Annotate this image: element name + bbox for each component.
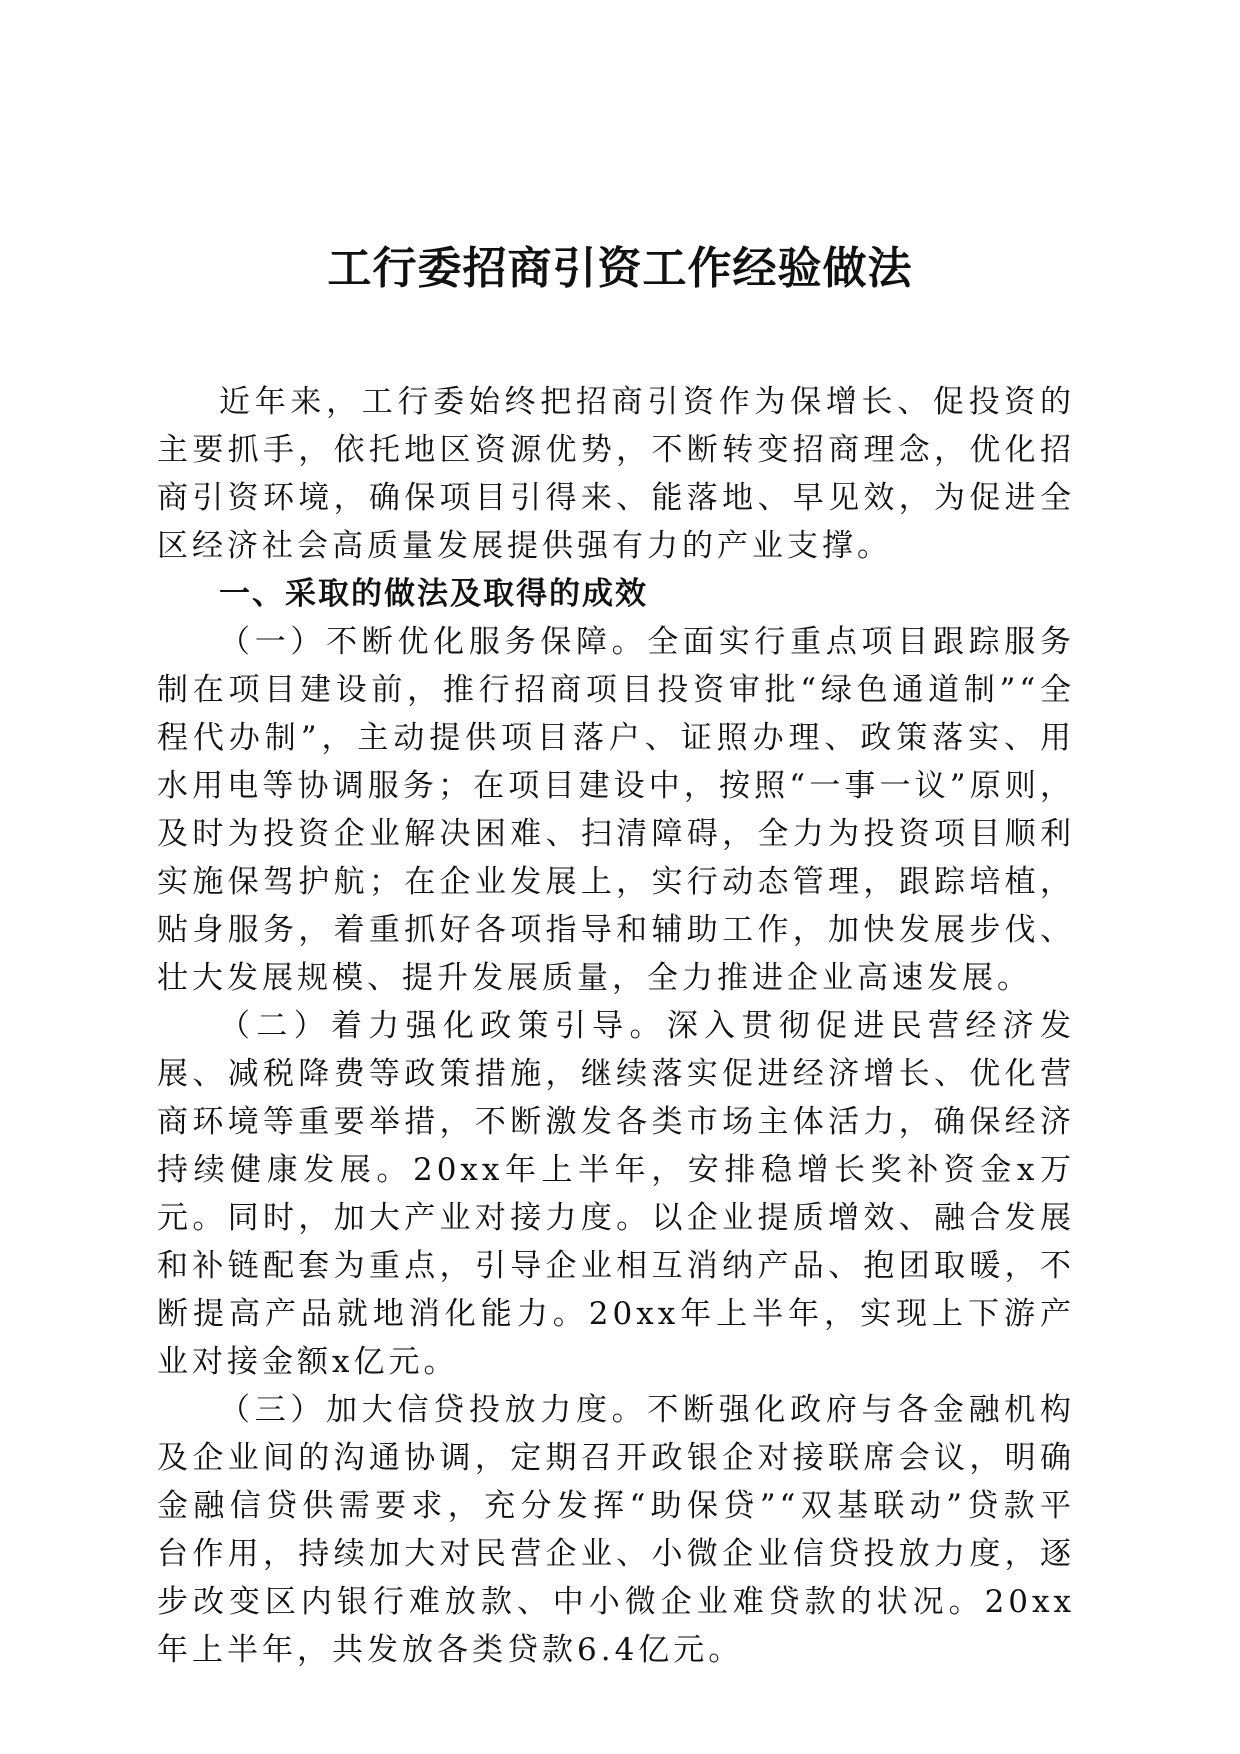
paragraph-policy: （二）着力强化政策引导。深入贯彻促进民营经济发展、减税降费等政策措施，继续落实促进经济增长、优化营商环境等重要举措，不断激发各类市场主体活力，确保经济持续健康发展。20xx年上半年，安排稳增长奖补资金x万元。同时，加大产业对接力度。以企业提质增效、融合发展和补链配套为重点，引导企业相互消纳产品、抱团取暖，不断提高产品就地消化能力。20xx年上半年，实现上下游产业对接金额x亿元。 [157,1008,1075,1380]
paragraph-service: （一）不断优化服务保障。全面实行重点项目跟踪服务制在项目建设前，推行招商项目投资审批“绿色通道制”“全程代办制”，主动提供项目落户、证照办理、政策落实、用水用电等协调服务；在项目建设中，按照“一事一议”原则，及时为投资企业解决困难、扫清障碍，全力为投资项目顺利实施保驾护航；在企业发展上，实行动态管理，跟踪培植，贴身服务，着重抓好各项指导和辅助工作，加快发展步伐、壮大发展规模、提升发展质量，全力推进企业高速发展。 [157,624,1075,996]
section-heading: 一、采取的做法及取得的成效 [219,576,648,612]
paragraph-credit: （三）加大信贷投放力度。不断强化政府与各金融机构及企业间的沟通协调，定期召开政银企对接联席会议，明确金融信贷供需要求，充分发挥“助保贷”“双基联动”贷款平台作用，持续加大对民营企业、小微企业信贷投放力度，逐步改变区内银行难放款、中小微企业难贷款的状况。20xx年上半年，共发放各类贷款6.4亿元。 [157,1392,1075,1668]
intro-paragraph: 近年来，工行委始终把招商引资作为保增长、促投资的主要抓手，依托地区资源优势，不断转变招商理念，优化招商引资环境，确保项目引得来、能落地、早见效，为促进全区经济社会高质量发展提供强有力的产业支撑。 [157,384,1075,564]
document-title: 工行委招商引资工作经验做法 [327,243,913,294]
document-body [157,378,1075,1674]
